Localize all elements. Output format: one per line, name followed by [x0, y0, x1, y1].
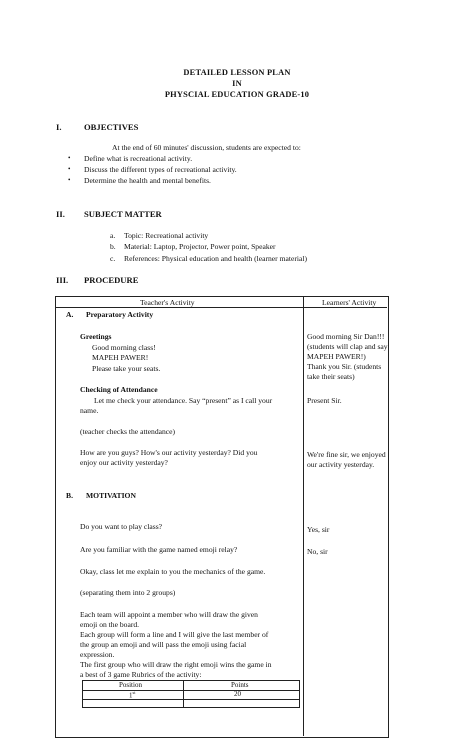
- learner-line: take their seats): [307, 372, 355, 381]
- subject-item-text: Topic: Recreational activity: [124, 231, 209, 240]
- teacher-line: Please take your seats.: [92, 364, 161, 373]
- teacher-line: Each group will form a line and I will give the last member of: [80, 630, 269, 639]
- learner-line: We're fine sir, we enjoyed: [307, 450, 386, 459]
- greetings-title: Greetings: [80, 332, 112, 341]
- teacher-line: Let me check your attendance. Say “present” as I call your: [94, 396, 273, 405]
- teacher-line: (teacher checks the attendance): [80, 427, 176, 436]
- bullet-icon: •: [68, 154, 71, 162]
- learner-line: Yes, sir: [307, 525, 330, 534]
- teacher-line: Do you want to play class?: [80, 522, 163, 531]
- teacher-line: Each team will appoint a member who will draw the given: [80, 610, 258, 619]
- rubric-col-divider: [183, 681, 184, 707]
- objective-item: Define what is recreational activity.: [84, 154, 193, 163]
- learner-line: Present Sir.: [307, 396, 342, 405]
- rubric-row-divider: [83, 690, 299, 691]
- subject-item-letter: a.: [110, 231, 116, 240]
- col-header-teacher: Teacher's Activity: [140, 298, 195, 307]
- table-column-divider: [303, 296, 304, 736]
- learner-line: Good morning Sir Dan!!!: [307, 332, 385, 341]
- section-numeral: I.: [56, 122, 62, 132]
- teacher-line: How are you guys? How's our activity yesterday? Did you: [80, 448, 258, 457]
- bullet-icon: •: [68, 165, 71, 173]
- attendance-title: Checking of Attendance: [80, 385, 158, 394]
- teacher-line: Okay, class let me explain to you the mechanics of the game.: [80, 567, 266, 576]
- section-heading-subject-matter: SUBJECT MATTER: [84, 209, 162, 219]
- activity-letter: B.: [66, 491, 73, 500]
- teacher-line: name.: [80, 406, 99, 415]
- rubric-table: [82, 680, 300, 708]
- subject-item-text: References: Physical education and health (learner material): [124, 254, 308, 263]
- section-numeral: III.: [56, 275, 69, 285]
- teacher-line: a best of 3 game Rubrics of the activity:: [80, 670, 202, 679]
- activity-title-motivation: MOTIVATION: [86, 491, 136, 500]
- doc-subtitle: PHYSCIAL EDUCATION GRADE-10: [164, 90, 310, 99]
- subject-item-letter: b.: [110, 242, 116, 251]
- section-heading-procedure: PROCEDURE: [84, 275, 139, 285]
- learner-line: MAPEH PAWER!): [307, 352, 366, 361]
- activity-letter: A.: [66, 310, 74, 319]
- table-header-divider: [55, 307, 387, 308]
- teacher-line: emoji on the board.: [80, 620, 140, 629]
- rubric-cell-points: 20: [234, 690, 241, 698]
- subject-item-text: Material: Laptop, Projector, Power point, Speaker: [124, 242, 276, 251]
- rubric-header-position: Position: [119, 681, 142, 689]
- col-header-learner: Learners' Activity: [322, 298, 377, 307]
- learner-line: our activity yesterday.: [307, 460, 375, 469]
- learner-line: No, sir: [307, 547, 328, 556]
- doc-title: DETAILED LESSON PLAN: [183, 68, 291, 77]
- bullet-icon: •: [68, 176, 71, 184]
- doc-title-in: IN: [232, 79, 242, 88]
- section-numeral: II.: [56, 209, 65, 219]
- objectives-intro: At the end of 60 minutes' discussion, students are expected to:: [112, 143, 301, 152]
- teacher-line: The first group who will draw the right emoji wins the game in: [80, 660, 272, 669]
- learner-line: (students will clap and say: [307, 342, 388, 351]
- objective-item: Determine the health and mental benefits.: [84, 176, 211, 185]
- teacher-line: (separating them into 2 groups): [80, 588, 176, 597]
- rubric-row-divider: [83, 699, 299, 700]
- teacher-line: Good morning class!: [92, 343, 156, 352]
- activity-title-preparatory: Preparatory Activity: [86, 310, 154, 319]
- teacher-line: enjoy our activity yesterday?: [80, 458, 168, 467]
- teacher-line: Are you familiar with the game named emoji relay?: [80, 545, 238, 554]
- teacher-line: MAPEH PAWER!: [92, 353, 149, 362]
- subject-item-letter: c.: [110, 254, 116, 263]
- learner-line: Thank you Sir. (students: [307, 362, 382, 371]
- objective-item: Discuss the different types of recreational activity.: [84, 165, 237, 174]
- teacher-line: expression.: [80, 650, 115, 659]
- section-heading-objectives: OBJECTIVES: [84, 122, 139, 132]
- rubric-header-points: Points: [231, 681, 249, 689]
- teacher-line: the group an emoji and will pass the emoji using facial: [80, 640, 247, 649]
- rubric-cell-position: 1st: [129, 690, 136, 700]
